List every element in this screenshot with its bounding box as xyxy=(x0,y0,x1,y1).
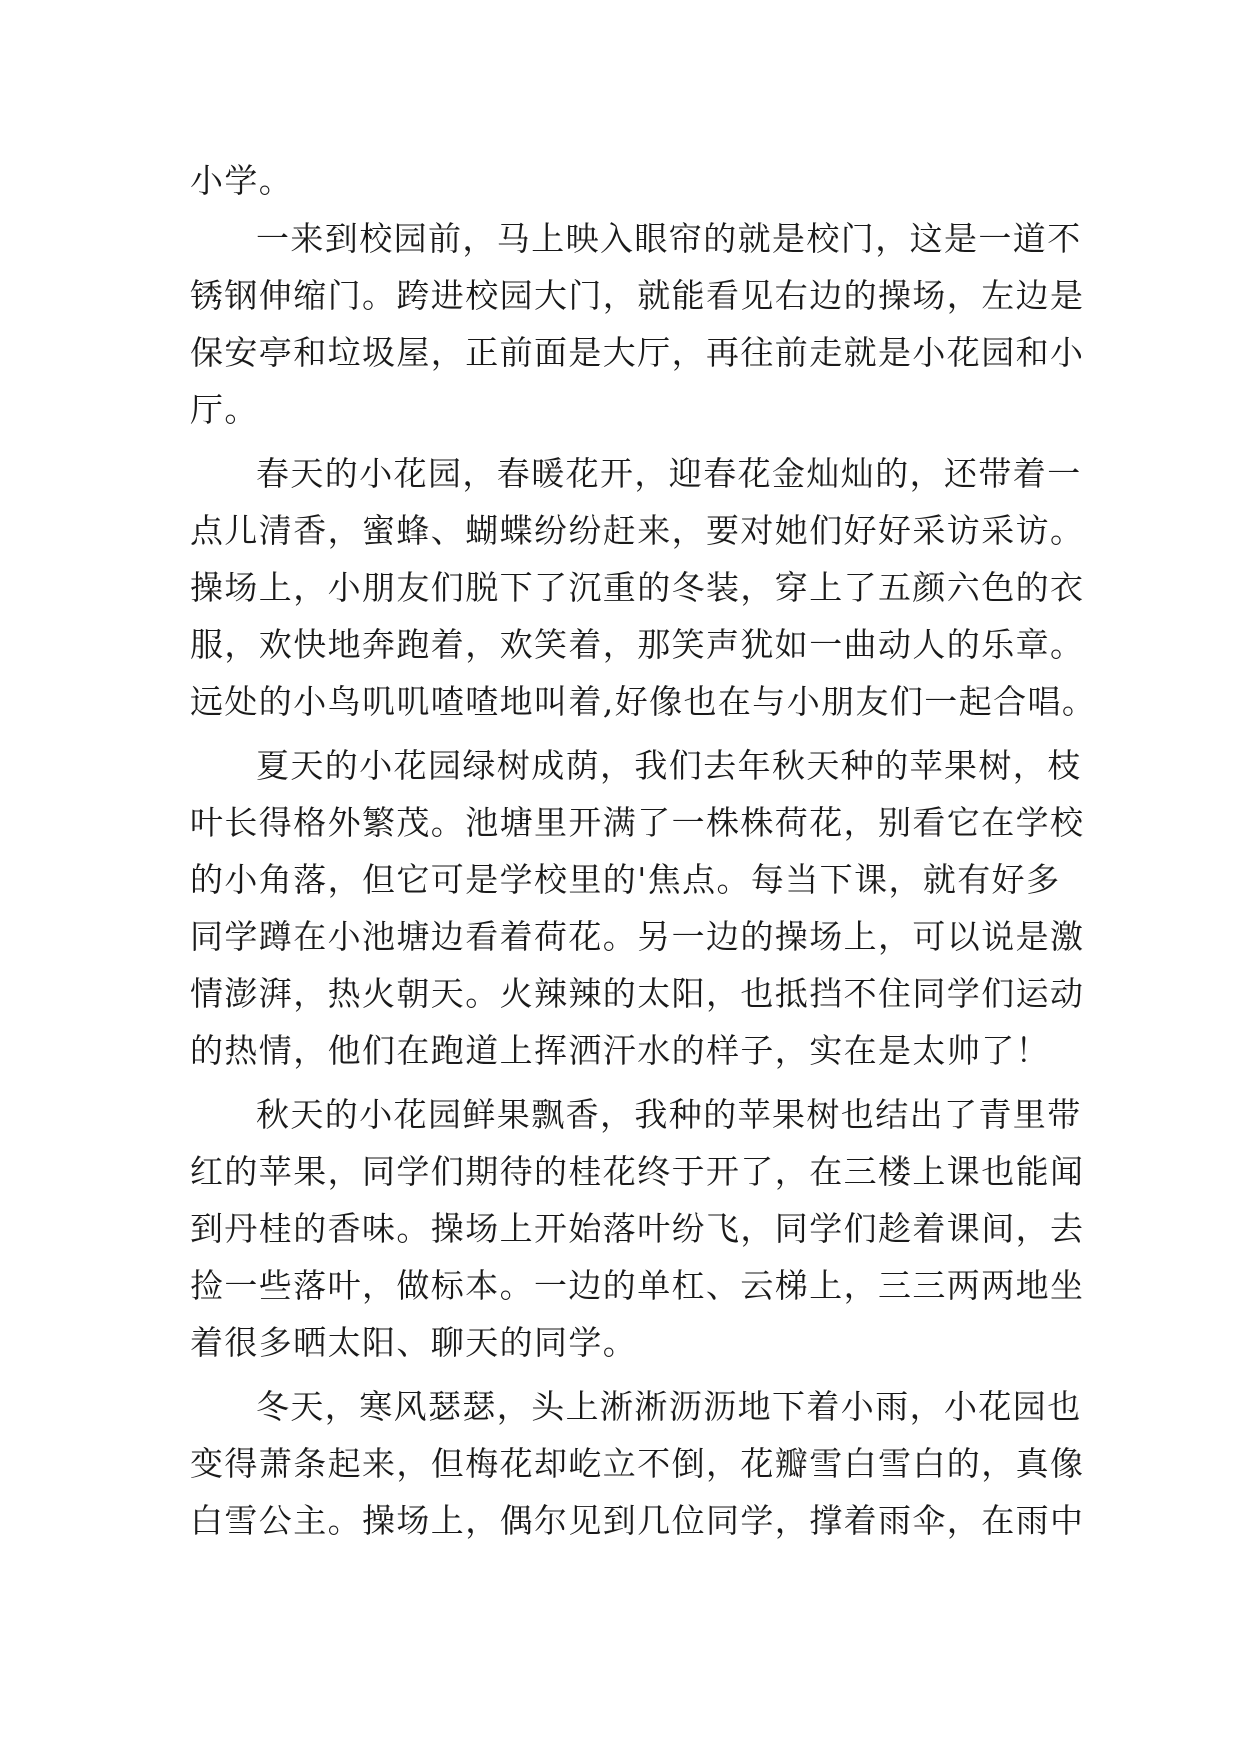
text-line: 白雪公主。操场上，偶尔见到几位同学，撑着雨伞，在雨中 xyxy=(190,1501,1085,1540)
text-line: 着很多晒太阳、聊天的同学。 xyxy=(190,1323,638,1362)
text-line: 保安亭和垃圾屋，正前面是大厅，再往前走就是小花园和小 xyxy=(190,333,1085,372)
text-line: 的小角落，但它可是学校里的'焦点。每当下课，就有好多 xyxy=(190,860,1061,899)
paragraph-first-line: 夏天的小花园绿树成荫，我们去年秋天种的苹果树，枝 xyxy=(256,746,1082,785)
text-line: 捡一些落叶，做标本。一边的单杠、云梯上，三三两两地坐 xyxy=(190,1266,1085,1305)
paragraph-first-line: 春天的小花园，春暖花开，迎春花金灿灿的，还带着一 xyxy=(256,454,1082,493)
text-line: 的热情，他们在跑道上挥洒汗水的样子，实在是太帅了！ xyxy=(190,1031,1050,1070)
text-line: 红的苹果，同学们期待的桂花终于开了，在三楼上课也能闻 xyxy=(190,1152,1085,1191)
paragraph-first-line: 秋天的小花园鲜果飘香，我种的苹果树也结出了青里带 xyxy=(256,1095,1082,1134)
text-line: 小学。 xyxy=(190,161,294,200)
text-line: 情澎湃，热火朝天。火辣辣的太阳，也抵挡不住同学们运动 xyxy=(190,974,1085,1013)
text-line: 操场上，小朋友们脱下了沉重的冬装，穿上了五颜六色的衣 xyxy=(190,568,1085,607)
text-line: 厅。 xyxy=(190,390,259,429)
paragraph-first-line: 一来到校园前，马上映入眼帘的就是校门，这是一道不 xyxy=(256,219,1082,258)
text-line: 叶长得格外繁茂。池塘里开满了一株株荷花，别看它在学校 xyxy=(190,803,1085,842)
text-line: 服，欢快地奔跑着，欢笑着，那笑声犹如一曲动人的乐章。 xyxy=(190,625,1085,664)
text-line: 同学蹲在小池塘边看着荷花。另一边的操场上，可以说是激 xyxy=(190,917,1085,956)
paragraph-first-line: 冬天，寒风瑟瑟，头上淅淅沥沥地下着小雨，小花园也 xyxy=(256,1387,1082,1426)
text-line: 到丹桂的香味。操场上开始落叶纷飞，同学们趁着课间，去 xyxy=(190,1209,1085,1248)
text-line: 变得萧条起来，但梅花却屹立不倒，花瓣雪白雪白的，真像 xyxy=(190,1444,1085,1483)
text-line: 远处的小鸟叽叽喳喳地叫着,好像也在与小朋友们一起合唱。 xyxy=(190,682,1097,721)
text-line: 锈钢伸缩门。跨进校园大门，就能看见右边的操场，左边是 xyxy=(190,276,1085,315)
text-line: 点儿清香，蜜蜂、蝴蝶纷纷赶来，要对她们好好采访采访。 xyxy=(190,511,1085,550)
